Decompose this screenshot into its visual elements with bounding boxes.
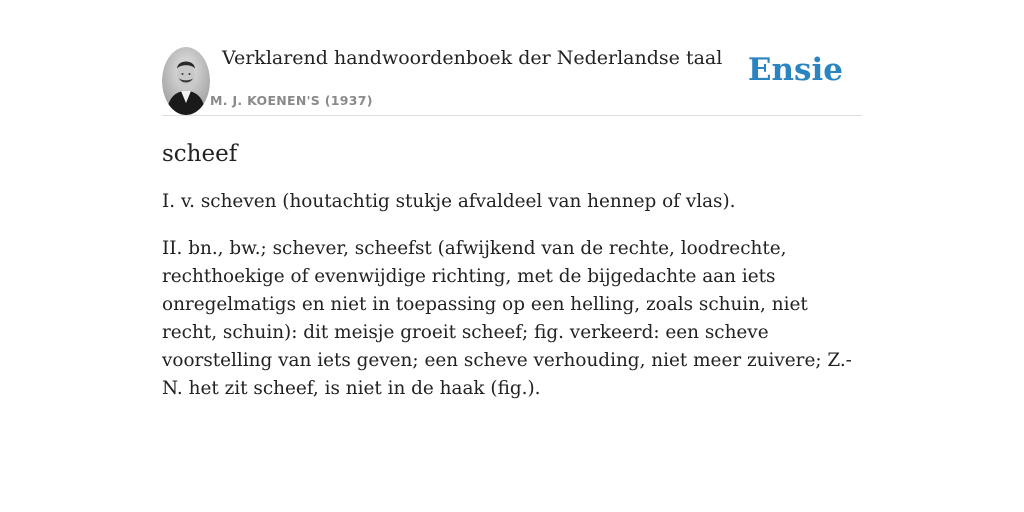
ensie-logo-link[interactable]: Ensie <box>747 52 843 88</box>
entry-headword: scheef <box>162 141 238 167</box>
dictionary-subtitle: M. J. KOENEN'S (1937) <box>210 93 373 108</box>
entry-sense-2: II. bn., bw.; schever, scheefst (afwijkend van de rechte, loodrechte, rechthoekige of evenwijdige richting, met de bijgedachte aan iets onregelmatigs en niet in toepassing op een helling, zoals schuin, niet recht, schuin): dit meisje groeit scheef; fig. verkeerd: een scheve voorstelling van iets geven; een scheve verhouding, niet meer zuivere; Z.-N. het zit scheef, is niet in de haak (fig.). <box>162 238 852 399</box>
dictionary-header <box>162 46 862 116</box>
entry-content <box>162 138 862 422</box>
author-portrait <box>162 47 210 115</box>
dictionary-title: Verklarend handwoordenboek der Nederlandse taal <box>222 47 723 69</box>
entry-sense-1: I. v. scheven (houtachtig stukje afvaldeel van hennep of vlas). <box>162 191 736 212</box>
